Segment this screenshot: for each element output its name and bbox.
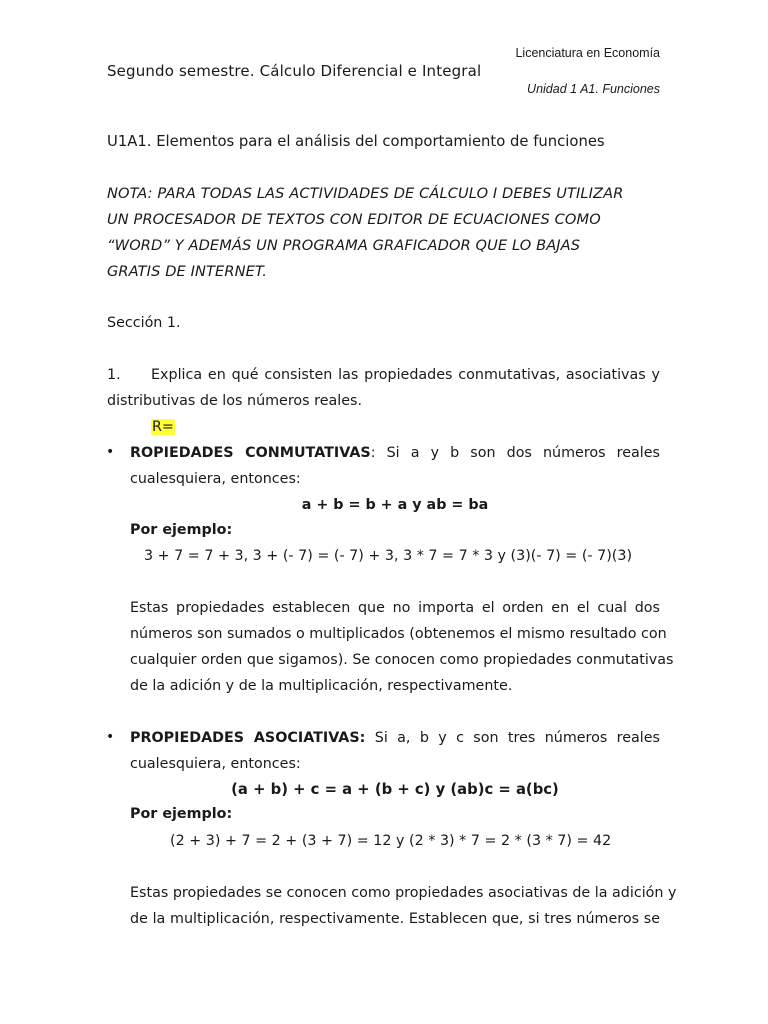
formula: a + b = b + a y ab = ba — [301, 497, 489, 513]
answer-highlight: R= — [152, 419, 174, 435]
question-text: distributivas de los números reales. — [107, 393, 363, 409]
paragraph-line: de la multiplicación, respectivamente. Establecen que, si tres números se — [130, 911, 660, 927]
bullet-icon: • — [106, 729, 115, 745]
bullet-icon: • — [106, 444, 115, 460]
page-title: U1A1. Elementos para el análisis del comportamiento de funciones — [107, 133, 605, 150]
paragraph-line: Estas propiedades establecen que no importa el orden en el cual dos — [130, 600, 660, 616]
bullet-intro-text: Si a, b y c son tres números reales — [365, 730, 660, 746]
bullet-intro-text: : Si a y b son dos números reales — [370, 445, 660, 461]
course-title: Segundo semestre. Cálculo Diferencial e Integral — [107, 62, 482, 80]
paragraph-line: números son sumados o multiplicados (obtenemos el mismo resultado con — [130, 626, 667, 642]
question-number: 1. — [107, 367, 121, 383]
note-line: “WORD” Y ADEMÁS UN PROGRAMA GRAFICADOR QUE LO BAJAS — [107, 237, 581, 254]
bullet-heading: ROPIEDADES CONMUTATIVAS — [130, 445, 371, 461]
example-text: (2 + 3) + 7 = 2 + (3 + 7) = 12 y (2 * 3) * 7 = 2 * (3 * 7) = 42 — [170, 833, 612, 849]
paragraph-line: de la adición y de la multiplicación, respectivamente. — [130, 678, 513, 694]
answer-label — [151, 419, 175, 435]
note-line: NOTA: PARA TODAS LAS ACTIVIDADES DE CÁLCULO I DEBES UTILIZAR — [107, 185, 624, 202]
bullet-heading: PROPIEDADES ASOCIATIVAS: — [130, 730, 366, 746]
note-line: GRATIS DE INTERNET. — [107, 263, 267, 280]
bullet-intro — [130, 445, 660, 461]
bullet-intro-cont: cualesquiera, entonces: — [130, 471, 301, 487]
section-heading: Sección 1. — [107, 315, 181, 331]
formula: (a + b) + c = a + (b + c) y (ab)c = a(bc) — [231, 781, 559, 798]
bullet-intro — [130, 730, 660, 746]
paragraph-line: cualquier orden que sigamos). Se conocen como propiedades conmutativas — [130, 652, 674, 668]
unit-label: Unidad 1 A1. Funciones — [527, 82, 660, 96]
example-text: 3 + 7 = 7 + 3, 3 + (- 7) = (- 7) + 3, 3 * 7 = 7 * 3 y (3)(- 7) = (- 7)(3) — [144, 548, 633, 564]
question-text: Explica en qué consisten las propiedades conmutativas, asociativas y — [151, 367, 660, 383]
program-name: Licenciatura en Economía — [515, 46, 660, 60]
example-label: Por ejemplo: — [130, 806, 233, 822]
bullet-intro-cont: cualesquiera, entonces: — [130, 756, 301, 772]
note-line: UN PROCESADOR DE TEXTOS CON EDITOR DE ECUACIONES COMO — [107, 211, 601, 228]
paragraph-line: Estas propiedades se conocen como propiedades asociativas de la adición y — [130, 885, 677, 901]
example-label: Por ejemplo: — [130, 522, 233, 538]
